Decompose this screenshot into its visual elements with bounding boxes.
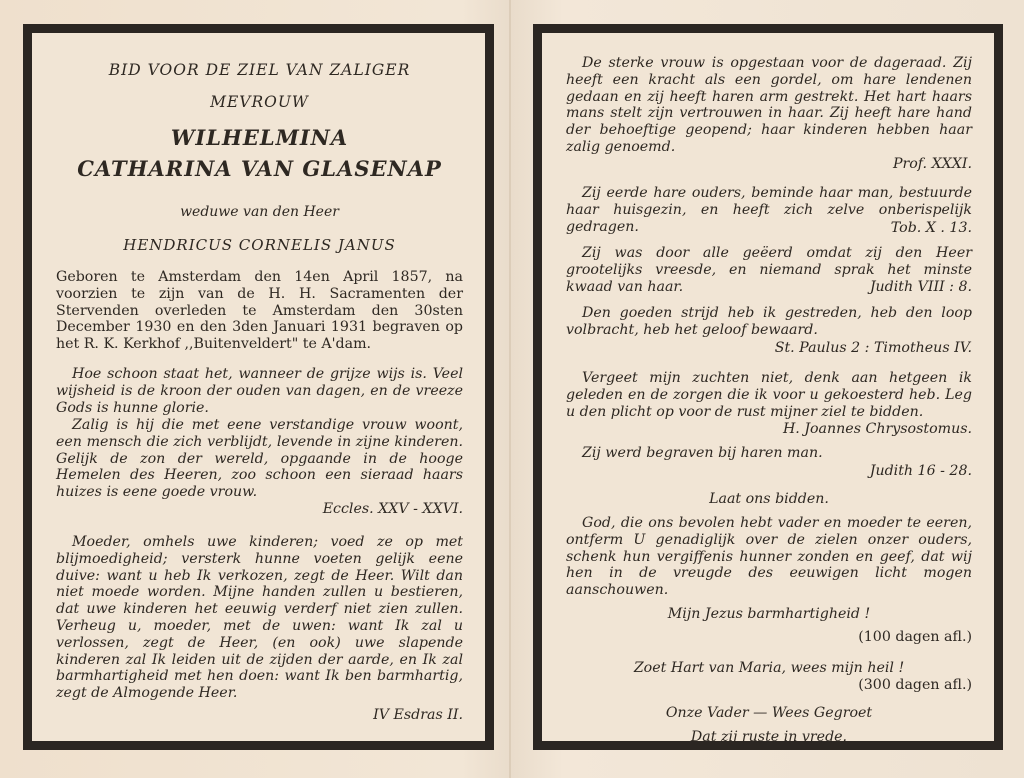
ref-esdras: IV Esdras II. — [373, 707, 463, 723]
ref-judith-8: Judith VIII : 8. — [869, 279, 972, 295]
ref-proverbs: Prof. XXXI. — [892, 156, 972, 172]
quote-judith: Zij was door alle geëerd omdat zij den Heer grootelijks vreesde, en niemand sprak het minste kwaad van haar. — [566, 245, 972, 295]
indulgence-100: (100 dagen afl.) — [858, 629, 972, 645]
quote-chrysostom: Vergeet mijn zuchten niet, denk aan hetgeen ik geleden en de zorgen die ik voor u gekoesterd heb. Leg u den plicht op voor de rust mijner ziel te bidden. — [566, 370, 972, 420]
ref-tobit: Tob. X . 13. — [890, 220, 972, 236]
quote-esdras: Moeder, omhels uwe kinderen; voed ze op met blijmoedigheid; versterk hunne voeten gelijk eene duive: want u heb Ik verkozen, zegt de Heer. Wilt dan niet moede worden. Mijne handen zullen u bestieren, dat uwe kinderen het eeuwig verderf niet zien zullen. Verheug u, moeder, met de uwen: want Ik zal u verlossen, zegt de Heer, (en ook) uwe slapende kinderen zal Ik leiden uit de zijden der aarde, en Ik zal barmhartigheid met hen doen: want Ik ben barmhartig, zegt de Almogende Heer. — [56, 534, 463, 702]
title-mevrouw: MEVROUW — [210, 93, 309, 111]
card-fold — [509, 0, 511, 778]
widow-line: weduwe van den Heer — [180, 204, 339, 220]
indulgence-300: (300 dagen afl.) — [858, 677, 972, 693]
left-panel — [23, 24, 494, 750]
husband-name: HENDRICUS CORNELIS JANUS — [123, 236, 396, 254]
ref-judith-16: Judith 16 - 28. — [869, 463, 972, 479]
pater-ave: Onze Vader — Wees Gegroet — [665, 705, 873, 721]
prayer-header: BID VOOR DE ZIEL VAN ZALIGER — [108, 61, 411, 79]
ref-chrysostom: H. Joannes Chrysostomus. — [782, 421, 972, 437]
quote-paul: Den goeden strijd heb ik gestreden, heb den loop volbracht, heb het geloof bewaard. — [566, 305, 972, 338]
ref-timothy: St. Paulus 2 : Timotheus IV. — [774, 340, 972, 356]
deceased-first-name: WILHELMINA — [170, 125, 349, 150]
quote-good-wife: Zalig is hij die met eene verstandige vrouw woont, een mensch die zich verblijdt, levende in zijne kinderen. Gelijk de zon der wereld, opgaande in de hooge Hemelen des Heeren, zoo schoon een sieraad haars huizes is eene goede vrouw. — [56, 417, 463, 501]
deceased-full-name: CATHARINA VAN GLASENAP — [77, 156, 442, 181]
quote-tobit: Zij eerde hare ouders, beminde haar man, bestuurde haar huisgezin, en heeft zich zelve onberispelijk gedragen. — [566, 185, 972, 235]
right-panel — [533, 24, 1003, 750]
ref-ecclesiasticus: Eccles. XXV - XXVI. — [322, 501, 463, 517]
prayer-title: Laat ons bidden. — [709, 491, 829, 507]
ejaculation-maria: Zoet Hart van Maria, wees mijn heil ! — [633, 660, 905, 676]
biography: Geboren te Amsterdam den 14en April 1857, na voorzien te zijn van de H. H. Sacramenten der Stervenden overleden te Amsterdam den 30sten December 1930 en den 3den Januari 1931 begraven op het R. K. Kerkhof ,,Buitenveldert" te A'dam. — [56, 269, 463, 353]
quote-strong-woman: De sterke vrouw is opgestaan voor de dageraad. Zij heeft een kracht als een gordel, om hare lendenen gedaan en zij heeft haren arm gestrekt. Het hart haars mans stelt zijn vertrouwen in haar. Zij heeft hare hand der behoeftige geopend; haar kinderen hebben haar zalig genoemd. — [566, 55, 972, 155]
quote-wisdom: Hoe schoon staat het, wanneer de grijze wijs is. Veel wijsheid is de kroon der ouden van dagen, en de vreeze Gods is hunne glorie. — [56, 366, 463, 416]
prayer-parents: God, die ons bevolen hebt vader en moeder te eeren, ontferm U genadiglijk over de zielen onzer ouders, schenk hun vergiffenis hunner zonden en geef, dat wij hen in de vreugde des eeuwigen licht mogen aanschouwen. — [566, 515, 972, 599]
rest-in-peace: Dat zij ruste in vrede. — [690, 729, 848, 745]
ejaculation-jesus: Mijn Jezus barmhartigheid ! — [667, 606, 871, 622]
quote-buried: Zij werd begraven bij haren man. — [582, 445, 823, 461]
